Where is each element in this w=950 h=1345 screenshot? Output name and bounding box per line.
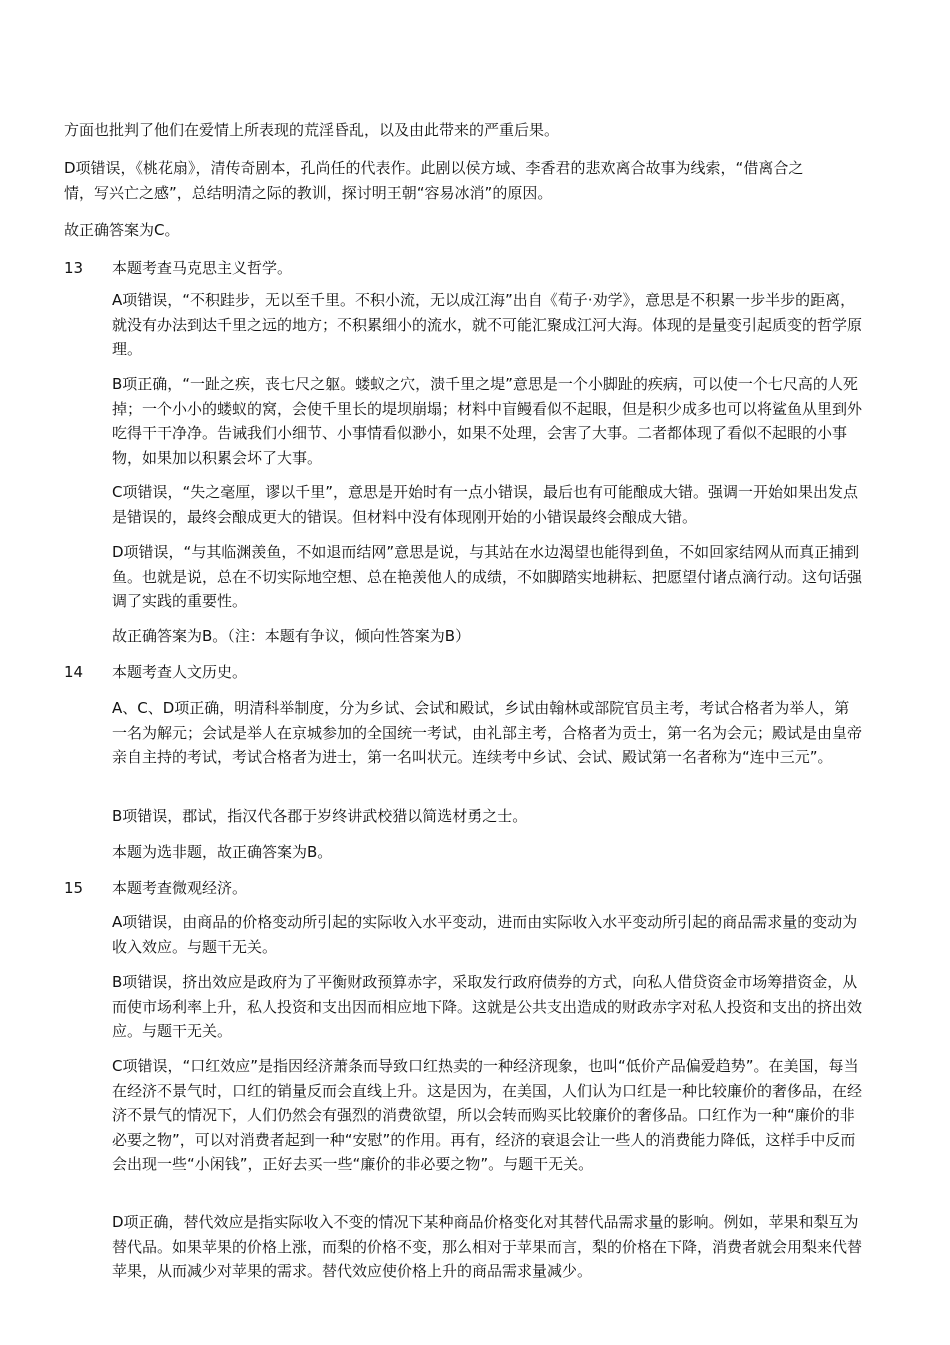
q13-option-d: D项错误，“与其临渊羡鱼，不如退而结网”意思是说，与其站在水边渴望也能得到鱼，不如回家结网从而真正捕到鱼。也就是说，总在不切实际地空想、总在艳羡他人的成绩，不如脚踏实地耕耘、把愿望付诸点滴行动。这句话强调了实践的重要性。 <box>112 543 863 610</box>
q15-option-c: C项错误，“口红效应”是指因经济萧条而导致口红热卖的一种经济现象，也叫“低价产品偏爱趋势”。在美国，每当在经济不景气时，口红的销量反而会直线上升。这是因为，在美国，人们认为口红是一种比较廉价的奢侈品，在经济不景气的情况下，人们仍然会有强烈的消费欲望，所以会转而购买比较廉价的奢侈品。口红作为一种“廉价的非必要之物”，可以对消费者起到一种“安慰”的作用。再有，经济的衰退会让一些人的消费能力降低，这样手中反而会出现一些“小闲钱”，正好去买一些“廉价的非必要之物”。与题干无关。 <box>112 1057 863 1173</box>
q13-answer: 故正确答案为B。（注：本题有争议，倾向性答案为B） <box>112 627 471 645</box>
q14-option-b: B项错误，郡试，指汉代各郡于岁终讲武校猎以简选材勇之士。 <box>112 807 528 825</box>
q15-option-b: B项错误，挤出效应是政府为了平衡财政预算赤字，采取发行政府债券的方式，向私人借贷资金市场筹措资金，从而使市场利率上升，私人投资和支出因而相应地下降。这就是公共支出造成的财政赤字对私人投资和支出的挤出效应。与题干无关。 <box>112 973 863 1040</box>
question-number-15: 15 <box>64 879 84 897</box>
q15-option-a: A项错误，由商品的价格变动所引起的实际收入水平变动，进而由实际收入水平变动所引起的商品需求量的变动为收入效应。与题干无关。 <box>112 913 858 956</box>
q13-option-b: B项正确，“一趾之疾，丧七尺之躯。蝼蚁之穴，溃千里之堤”意思是一个小脚趾的疾病，可以使一个七尺高的人死掉；一个小小的蝼蚁的窝，会使千里长的堤坝崩塌；材料中盲鳗看似不起眼，但是积少成多也可以将鲨鱼从里到外吃得干干净净。告诫我们小细节、小事情看似渺小，如果不处理，会害了大事。二者都体现了看似不起眼的小事物，如果加以积累会坏了大事。 <box>112 375 863 467</box>
question-heading-14: 本题考查人文历史。 <box>112 663 248 681</box>
intro-answer: 故正确答案为C。 <box>64 221 180 239</box>
question-number-14: 14 <box>64 663 84 681</box>
q15-option-d: D项正确，替代效应是指实际收入不变的情况下某种商品价格变化对其替代品需求量的影响。例如，苹果和梨互为替代品。如果苹果的价格上涨，而梨的价格不变，那么相对于苹果而言，梨的价格在下降，消费者就会用梨来代替苹果，从而减少对苹果的需求。替代效应使价格上升的商品需求量减少。 <box>112 1213 863 1280</box>
q13-option-c: C项错误，“失之毫厘，谬以千里”，意思是开始时有一点小错误，最后也有可能酿成大错。强调一开始如果出发点是错误的，最终会酿成更大的错误。但材料中没有体现刚开始的小错误最终会酿成大错。 <box>112 483 859 526</box>
q13-option-a: A项错误，“不积跬步，无以至千里。不积小流，无以成江海”出自《荀子·劝学》，意思是不积累一步半步的距离，就没有办法到达千里之远的地方；不积累细小的流水，就不可能汇聚成江河大海。体现的是量变引起质变的哲学原理。 <box>112 291 863 358</box>
intro-option-d: D项错误，《桃花扇》，清传奇剧本，孔尚任的代表作。此剧以侯方域、李香君的悲欢离合故事为线索，“借离合之情，写兴亡之感”，总结明清之际的教训，探讨明王朝“容易冰消”的原因。 <box>64 159 804 202</box>
question-heading-13: 本题考查马克思主义哲学。 <box>112 259 293 277</box>
intro-continuation: 方面也批判了他们在爱情上所表现的荒淫昏乱，以及由此带来的严重后果。 <box>64 121 560 139</box>
q14-answer: 本题为选非题，故正确答案为B。 <box>112 843 333 861</box>
question-heading-15: 本题考查微观经济。 <box>112 879 248 897</box>
question-number-13: 13 <box>64 259 84 277</box>
q14-option-acd: A、C、D项正确，明清科举制度，分为乡试、会试和殿试，乡试由翰林或部院官员主考，考试合格者为举人，第一名为解元；会试是举人在京城参加的全国统一考试，由礼部主考，合格者为贡士，第一名为会元；殿试是由皇帝亲自主持的考试，考试合格者为进士，第一名叫状元。连续考中乡试、会试、殿试第一名者称为“连中三元”。 <box>112 699 863 766</box>
